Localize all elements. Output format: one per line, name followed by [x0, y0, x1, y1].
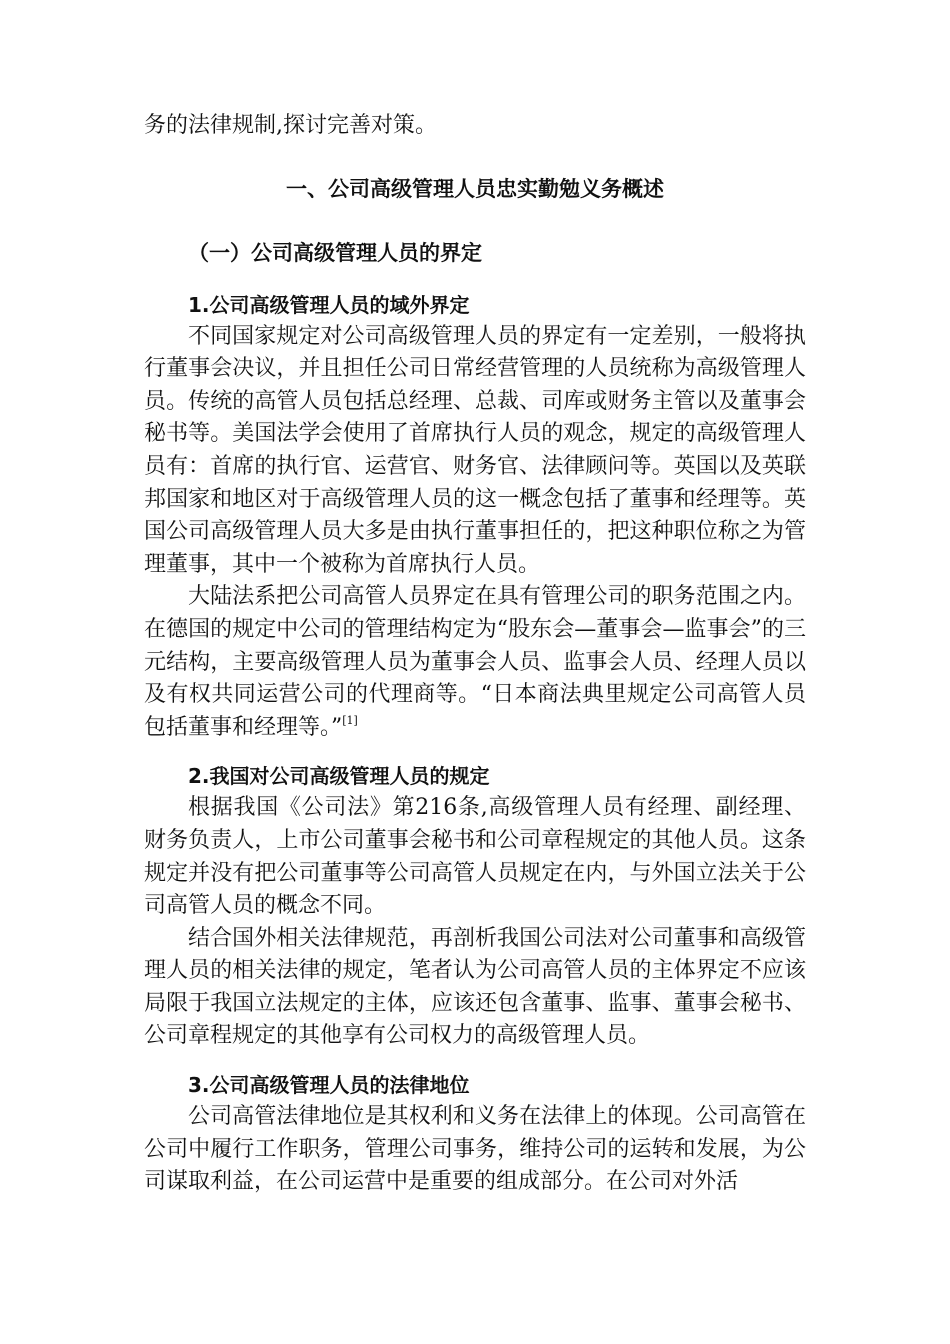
subsection-title: （一）公司高级管理人员的界定 — [188, 240, 482, 265]
sub3-paragraph-1: 公司高管法律地位是其权利和义务在法律上的体现。公司高管在公司中履行工作职务，管理公司事务，维持公司的运转和发展，为公司谋取利益，在公司运营中是重要的组成部分。在公司对外活 — [144, 1104, 806, 1195]
sub1-paragraph-2 — [144, 581, 806, 744]
sub1-paragraph-2-text: 大陆法系把公司高管人员界定在具有管理公司的职务范围之内。在德国的规定中公司的管理结构定为“股东会—董事会—监事会”的三元结构，主要高级管理人员为董事会人员、监事会人员、经理人员以及有权共同运营公司的代理商等。“日本商法典里规定公司高管人员包括董事和经理等。” — [144, 584, 806, 740]
sub3-heading: 3.公司高级管理人员的法律地位 — [188, 1073, 470, 1098]
sub2-paragraph-1: 根据我国《公司法》第216条,高级管理人员有经理、副经理、财务负责人，上市公司董事会秘书和公司章程规定的其他人员。这条规定并没有把公司董事等公司高管人员规定在内，与外国立法关于公司高管人员的概念不同。 — [144, 795, 806, 919]
sub2-paragraph-2: 结合国外相关法律规范，再剖析我国公司法对公司董事和高级管理人员的相关法律的规定，笔者认为公司高管人员的主体界定不应该局限于我国立法规定的主体，应该还包含董事、监事、董事会秘书、公司章程规定的其他享有公司权力的高级管理人员。 — [144, 925, 806, 1049]
intro-tail-paragraph: 务的法律规制,探讨完善对策。 — [144, 113, 437, 138]
document-page — [144, 110, 806, 1199]
section-title: 一、公司高级管理人员忠实勤勉义务概述 — [286, 176, 664, 201]
sub1-paragraph-1: 不同国家规定对公司高级管理人员的界定有一定差别，一般将执行董事会决议，并且担任公司日常经营管理的人员统称为高级管理人员。传统的高管人员包括总经理、总裁、司库或财务主管以及董事会秘书等。美国法学会使用了首席执行人员的观念，规定的高级管理人员有：首席的执行官、运营官、财务官、法律顾问等。英国以及英联邦国家和地区对于高级管理人员的这一概念包括了董事和经理等。英国公司高级管理人员大多是由执行董事担任的，把这种职位称之为管理董事，其中一个被称为首席执行人员。 — [144, 323, 806, 577]
sub1-heading: 1.公司高级管理人员的域外界定 — [188, 292, 470, 317]
sub2-heading: 2.我国对公司高级管理人员的规定 — [188, 764, 490, 789]
citation-ref: [1] — [342, 713, 358, 727]
